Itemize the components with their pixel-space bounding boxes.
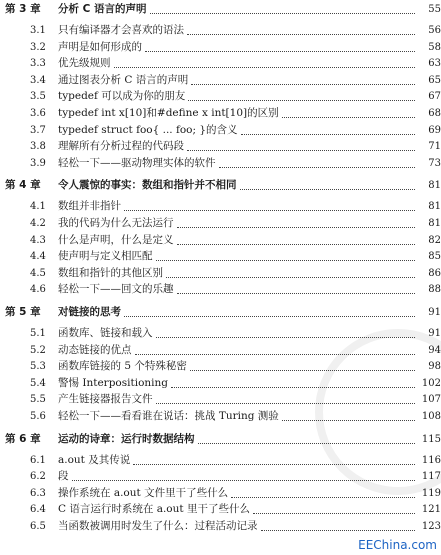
toc-section-row[interactable] xyxy=(0,233,441,249)
section-number: 4.6 xyxy=(30,284,46,296)
toc-section-row[interactable] xyxy=(0,106,441,122)
toc-section-row[interactable] xyxy=(0,139,441,155)
page-number: 67 xyxy=(428,91,441,103)
toc-section-row[interactable] xyxy=(0,469,441,485)
section-number: 6.1 xyxy=(30,454,46,466)
section-number: 4.2 xyxy=(30,218,46,229)
page-number: 121 xyxy=(421,504,441,516)
section-title: 使声明与定义相匹配 xyxy=(58,250,153,263)
section-number: 6.4 xyxy=(30,504,46,516)
section-number: 5.6 xyxy=(30,411,46,422)
toc-section-row[interactable] xyxy=(0,409,441,425)
section-title: typedef 可以成为你的朋友 xyxy=(58,90,186,103)
section-number: 4.4 xyxy=(30,251,46,263)
dot-leader xyxy=(177,244,415,245)
watermark-text: EEChina.com xyxy=(358,538,437,552)
section-number: 3.9 xyxy=(30,157,46,169)
page-number: 102 xyxy=(421,377,441,389)
section-title: 只有编译器才会喜欢的语法 xyxy=(58,24,184,36)
dot-leader xyxy=(150,13,415,14)
toc-section-row[interactable] xyxy=(0,392,441,408)
section-number: 6.3 xyxy=(30,487,46,499)
toc-section-row[interactable] xyxy=(0,453,441,469)
toc-section-row[interactable] xyxy=(0,156,441,172)
section-number: 3.3 xyxy=(30,58,46,70)
dot-leader xyxy=(177,227,415,228)
section-number: 5.2 xyxy=(30,344,46,356)
dot-leader xyxy=(190,370,415,371)
dot-leader xyxy=(231,497,415,498)
section-title: 通过图表分析 C 语言的声明 xyxy=(58,73,189,86)
page-number: 71 xyxy=(428,141,441,153)
dot-leader xyxy=(240,189,415,190)
section-title: typedef int x[10]和#define x int[10]的区别 xyxy=(58,107,279,119)
toc-section-row[interactable] xyxy=(0,359,441,375)
dot-leader xyxy=(187,150,415,151)
toc-section-row[interactable] xyxy=(0,486,441,502)
dot-leader xyxy=(124,316,415,317)
toc-chapter-row[interactable] xyxy=(0,432,441,448)
toc-section-row[interactable] xyxy=(0,123,441,139)
dot-leader xyxy=(187,34,415,35)
toc-section-row[interactable] xyxy=(0,23,441,39)
section-number: 3.6 xyxy=(30,108,46,119)
toc-section-row[interactable] xyxy=(0,89,441,105)
section-title: 数组和指针的其他区别 xyxy=(58,266,163,279)
page-number: 116 xyxy=(421,454,441,466)
chapter-number: 第 6 章 xyxy=(5,432,41,445)
section-number: 4.5 xyxy=(30,267,46,279)
dot-leader xyxy=(282,420,415,421)
toc-section-row[interactable] xyxy=(0,40,441,56)
page-number: 68 xyxy=(428,108,441,119)
section-title: 操作系统在 a.out 文件里干了些什么 xyxy=(58,486,229,499)
page-number: 82 xyxy=(428,234,441,246)
section-title: 产生链接器报告文件 xyxy=(58,393,153,406)
dot-leader xyxy=(145,51,415,52)
chapter-title: 运动的诗章：运行时数据结构 xyxy=(58,432,195,445)
section-title: 优先级规则 xyxy=(58,57,111,70)
section-title: 动态链接的优点 xyxy=(58,343,132,356)
page-number: 73 xyxy=(428,157,441,169)
chapter-title: 对链接的思考 xyxy=(58,306,121,318)
section-number: 3.1 xyxy=(30,25,46,36)
dot-leader xyxy=(177,293,415,294)
chapter-number: 第 5 章 xyxy=(5,306,41,318)
dot-leader xyxy=(72,480,415,481)
dot-leader xyxy=(198,443,415,444)
dot-leader xyxy=(166,277,415,278)
dot-leader xyxy=(156,260,415,261)
toc-section-row[interactable] xyxy=(0,519,441,535)
page-number: 108 xyxy=(421,411,441,422)
page-number: 81 xyxy=(428,180,441,192)
page-number: 86 xyxy=(428,267,441,279)
toc-section-row[interactable] xyxy=(0,199,441,215)
dot-leader xyxy=(261,530,415,531)
section-number: 3.8 xyxy=(30,141,46,153)
section-title: 什么是声明，什么是定义 xyxy=(58,233,174,246)
page-number: 88 xyxy=(428,284,441,296)
section-title: 函数库、链接和载入 xyxy=(58,327,153,339)
page-number: 98 xyxy=(428,361,441,373)
page-number: 63 xyxy=(428,58,441,70)
section-number: 5.5 xyxy=(30,394,46,406)
section-title: a.out 及其传说 xyxy=(58,453,131,466)
page-number: 119 xyxy=(421,487,441,499)
section-number: 4.3 xyxy=(30,234,46,246)
page-number: 81 xyxy=(428,201,441,213)
page-number: 115 xyxy=(421,433,441,445)
page-number: 58 xyxy=(428,41,441,53)
chapter-number: 第 3 章 xyxy=(5,3,41,15)
section-title: C 语言运行时系统在 a.out 里干了些什么 xyxy=(58,503,250,516)
page-number: 91 xyxy=(428,307,441,318)
section-title: typedef struct foo{ ... foo; }的含义 xyxy=(58,123,238,136)
section-title: 轻松一下——回文的乐趣 xyxy=(58,283,174,296)
page-number: 55 xyxy=(428,4,441,15)
chapter-number: 第 4 章 xyxy=(5,179,41,192)
toc-section-row[interactable] xyxy=(0,73,441,89)
page-number: 65 xyxy=(428,74,441,86)
toc-section-row[interactable] xyxy=(0,56,441,72)
dot-leader xyxy=(135,354,415,355)
toc-chapter-row[interactable] xyxy=(0,305,441,321)
page-number: 123 xyxy=(421,521,441,532)
section-number: 3.7 xyxy=(30,124,46,136)
dot-leader xyxy=(124,210,415,211)
toc-section-row[interactable] xyxy=(0,502,441,518)
page-number: 56 xyxy=(428,25,441,36)
dot-leader xyxy=(171,387,415,388)
section-title: 数组并非指针 xyxy=(58,200,121,213)
section-number: 5.3 xyxy=(30,361,46,373)
section-title: 轻松一下——看看谁在说话：挑战 Turing 测验 xyxy=(58,410,279,422)
toc-chapter-row[interactable] xyxy=(0,2,441,18)
dot-leader xyxy=(133,464,415,465)
section-number: 6.5 xyxy=(30,521,46,532)
page-number: 85 xyxy=(428,251,441,263)
toc-section-row[interactable] xyxy=(0,326,441,342)
section-number: 5.1 xyxy=(30,328,46,339)
toc-section-row[interactable] xyxy=(0,266,441,282)
section-number: 5.4 xyxy=(30,377,46,389)
toc-section-row[interactable] xyxy=(0,282,441,298)
page-number: 117 xyxy=(421,471,441,483)
page-number: 81 xyxy=(428,218,441,229)
section-number: 4.1 xyxy=(30,201,46,213)
dot-leader xyxy=(188,100,415,101)
section-title: 轻松一下——驱动物理实体的软件 xyxy=(58,156,216,169)
toc-section-row[interactable] xyxy=(0,216,441,232)
toc-section-row[interactable] xyxy=(0,376,441,392)
section-title: 理解所有分析过程的代码段 xyxy=(58,140,184,153)
toc-section-row[interactable] xyxy=(0,343,441,359)
chapter-title: 分析 C 语言的声明 xyxy=(58,3,147,15)
dot-leader xyxy=(156,403,415,404)
section-title: 段 xyxy=(58,470,69,483)
toc-chapter-row[interactable] xyxy=(0,178,441,194)
toc-section-row[interactable] xyxy=(0,249,441,265)
section-title: 我的代码为什么无法运行 xyxy=(58,217,174,229)
page-number: 91 xyxy=(428,328,441,339)
dot-leader xyxy=(282,117,415,118)
section-title: 函数库链接的 5 个特殊秘密 xyxy=(58,360,187,373)
section-number: 3.5 xyxy=(30,91,46,103)
section-title: 当函数被调用时发生了什么：过程活动记录 xyxy=(58,520,258,532)
page-number: 69 xyxy=(428,124,441,136)
page-number: 107 xyxy=(421,394,441,406)
dot-leader xyxy=(114,67,415,68)
section-title: 声明是如何形成的 xyxy=(58,40,142,53)
page-number: 94 xyxy=(428,344,441,356)
section-title: 警惕 Interpositioning xyxy=(58,376,168,389)
dot-leader xyxy=(156,337,415,338)
dot-leader xyxy=(191,84,415,85)
section-number: 3.4 xyxy=(30,74,46,86)
section-number: 6.2 xyxy=(30,471,46,483)
dot-leader xyxy=(253,513,415,514)
section-number: 3.2 xyxy=(30,41,46,53)
dot-leader xyxy=(219,167,415,168)
chapter-title: 令人震惊的事实：数组和指针并不相同 xyxy=(58,179,237,192)
dot-leader xyxy=(241,134,415,135)
